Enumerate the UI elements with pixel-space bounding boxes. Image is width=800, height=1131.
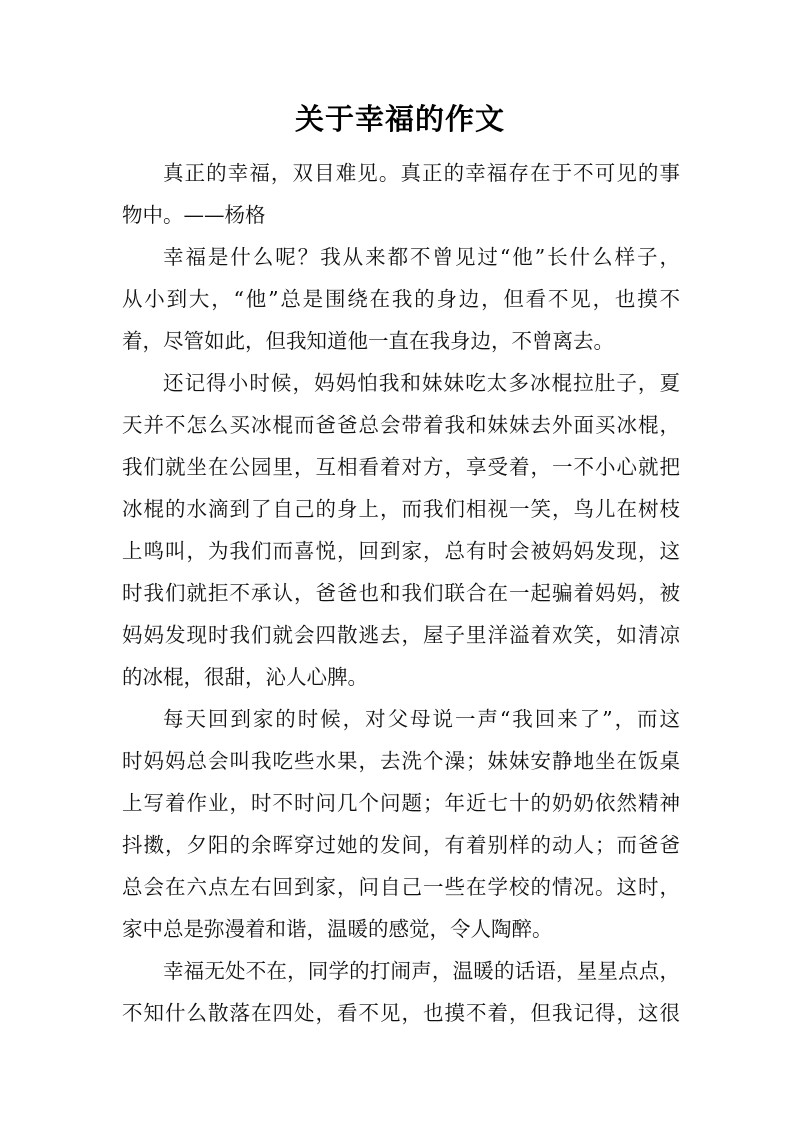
text-line: 上写着作业，时不时问几个问题；年近七十的奶奶依然精神 [122, 791, 680, 815]
text-line: 时妈妈总会叫我吃些水果，去洗个澡；妹妹安静地坐在饭桌 [122, 749, 680, 773]
text-line: 幸福是什么呢？我从来都不曾见过“他”长什么样子， [163, 245, 680, 269]
text-line: 的冰棍，很甜，沁人心脾。 [122, 665, 368, 689]
text-line: 冰棍的水滴到了自己的身上，而我们相视一笑，鸟儿在树枝 [122, 497, 680, 521]
paragraph-1 [122, 152, 680, 236]
text-line: 真正的幸福，双目难见。真正的幸福存在于不可见的事 [163, 161, 680, 185]
text-line: 抖擞，夕阳的余晖穿过她的发间，有着别样的动人；而爸爸 [122, 833, 680, 857]
text-line: 家中总是弥漫着和谐，温暖的感觉，令人陶醉。 [122, 917, 553, 941]
text-line: 不知什么散落在四处，看不见，也摸不着，但我记得，这很 [122, 1001, 680, 1025]
text-line: 幸福无处不在，同学的打闹声，温暖的话语，星星点点， [163, 959, 680, 983]
document-body [122, 152, 680, 1034]
text-line: 物中。——杨格 [122, 203, 266, 227]
text-line: 还记得小时候，妈妈怕我和妹妹吃太多冰棍拉肚子，夏 [163, 371, 680, 395]
text-line: 上鸣叫，为我们而喜悦，回到家，总有时会被妈妈发现，这 [122, 539, 680, 563]
text-line: 妈妈发现时我们就会四散逃去，屋子里洋溢着欢笑，如清凉 [122, 623, 680, 647]
text-line: 我们就坐在公园里，互相看着对方，享受着，一不小心就把 [122, 455, 680, 479]
document-title: 关于幸福的作文 [294, 102, 505, 136]
text-line: 总会在六点左右回到家，问自己一些在学校的情况。这时， [122, 875, 680, 899]
text-line: 天并不怎么买冰棍而爸爸总会带着我和妹妹去外面买冰棍， [122, 413, 680, 437]
text-line: 时我们就拒不承认，爸爸也和我们联合在一起骗着妈妈，被 [122, 581, 680, 605]
paragraph-3 [122, 362, 680, 698]
text-line: 每天回到家的时候，对父母说一声“我回来了”，而这 [163, 707, 680, 731]
paragraph-4 [122, 698, 680, 950]
text-line: 着，尽管如此，但我知道他一直在我身边，不曾离去。 [122, 329, 614, 353]
paragraph-2 [122, 236, 680, 362]
paragraph-5 [122, 950, 680, 1034]
text-line: 从小到大，“他”总是围绕在我的身边，但看不见，也摸不 [122, 287, 680, 311]
